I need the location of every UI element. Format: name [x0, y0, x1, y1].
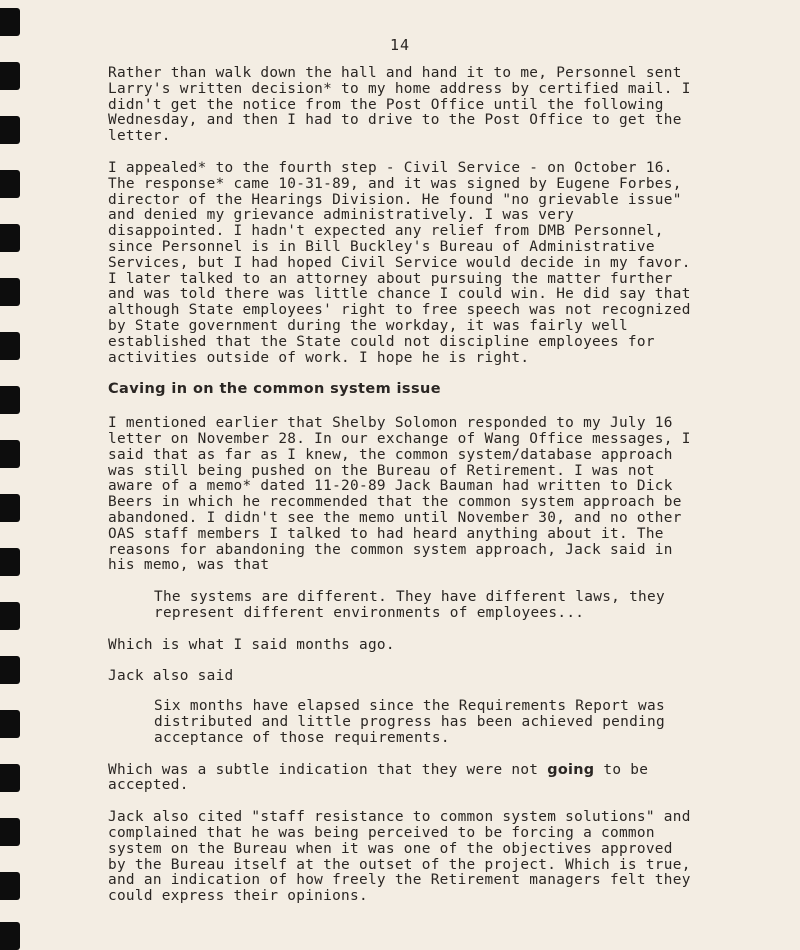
binding-hole	[0, 440, 20, 468]
binding-hole	[0, 332, 20, 360]
binding-holes	[0, 0, 22, 940]
binding-hole	[0, 170, 20, 198]
binding-hole	[0, 8, 20, 36]
paragraph-text: Which was a subtle indication that they were not	[108, 761, 548, 778]
page-number: 14	[389, 36, 411, 54]
binding-hole	[0, 818, 20, 846]
paragraph-text: to be accepted.	[108, 761, 649, 794]
document-body	[108, 66, 728, 921]
binding-hole	[0, 656, 20, 684]
paragraph: Which is what I said months ago.	[108, 636, 395, 653]
binding-hole	[0, 548, 20, 576]
block-quote: The systems are different. They have different laws, they represent different environments of employees...	[154, 589, 665, 621]
binding-hole	[0, 922, 20, 950]
paragraph: I appealed* to the fourth step - Civil Service - on October 16. The response* came 10-31-89, and it was signed by Eugene Forbes, director of the Hearings Division. He found "no grievable issue" and denied my grievance administratively. I was very disappointed. I hadn't expected any relief from DMB Personnel, since Personnel is in Bill Buckley's Bureau of Administrative Services, but I had hoped Civil Service would decide in my favor. I later talked to an attorney about pursuing the matter further and was told there was little chance I could win. He did say that although State employees' right to free speech was not recognized by State government during the workday, it was fairly well established that the State could not discipline employees for activities outside of work. I hope he is right.	[108, 159, 691, 366]
binding-hole	[0, 710, 20, 738]
section-heading: Caving in on the common system issue	[108, 381, 441, 398]
paragraph	[108, 763, 728, 795]
binding-hole	[0, 116, 20, 144]
paragraph: Jack also said	[108, 667, 234, 684]
binding-hole	[0, 764, 20, 792]
binding-hole	[0, 602, 20, 630]
binding-hole	[0, 872, 20, 900]
block-quote: Six months have elapsed since the Requirements Report was distributed and little progress has been achieved pending acceptance of those requirements.	[154, 698, 665, 746]
emphasized-word: going	[547, 761, 595, 778]
paragraph: Jack also cited "staff resistance to common system solutions" and complained that he was being perceived to be forcing a common system on the Bureau when it was one of the objectives approved by the Bureau itself at the outset of the project. Which is true, and an indication of how freely the Retirement managers felt they could express their opinions.	[108, 809, 691, 905]
binding-hole	[0, 224, 20, 252]
paragraph: Rather than walk down the hall and hand it to me, Personnel sent Larry's written decision* to my home address by certified mail. I didn't get the notice from the Post Office until the following Wednesday, and then I had to drive to the Post Office to get the letter.	[108, 65, 691, 145]
binding-hole	[0, 62, 20, 90]
binding-hole	[0, 386, 20, 414]
binding-hole	[0, 278, 20, 306]
paragraph: I mentioned earlier that Shelby Solomon responded to my July 16 letter on November 28. In our exchange of Wang Office messages, I said that as far as I knew, the common system/database approach was still being pushed on the Bureau of Retirement. I was not aware of a memo* dated 11-20-89 Jack Bauman had written to Dick Beers in which he recommended that the common system approach be abandoned. I didn't see the memo until November 30, and no other OAS staff members I talked to had heard anything about it. The reasons for abandoning the common system approach, Jack said in his memo, was that	[108, 415, 691, 574]
binding-hole	[0, 494, 20, 522]
